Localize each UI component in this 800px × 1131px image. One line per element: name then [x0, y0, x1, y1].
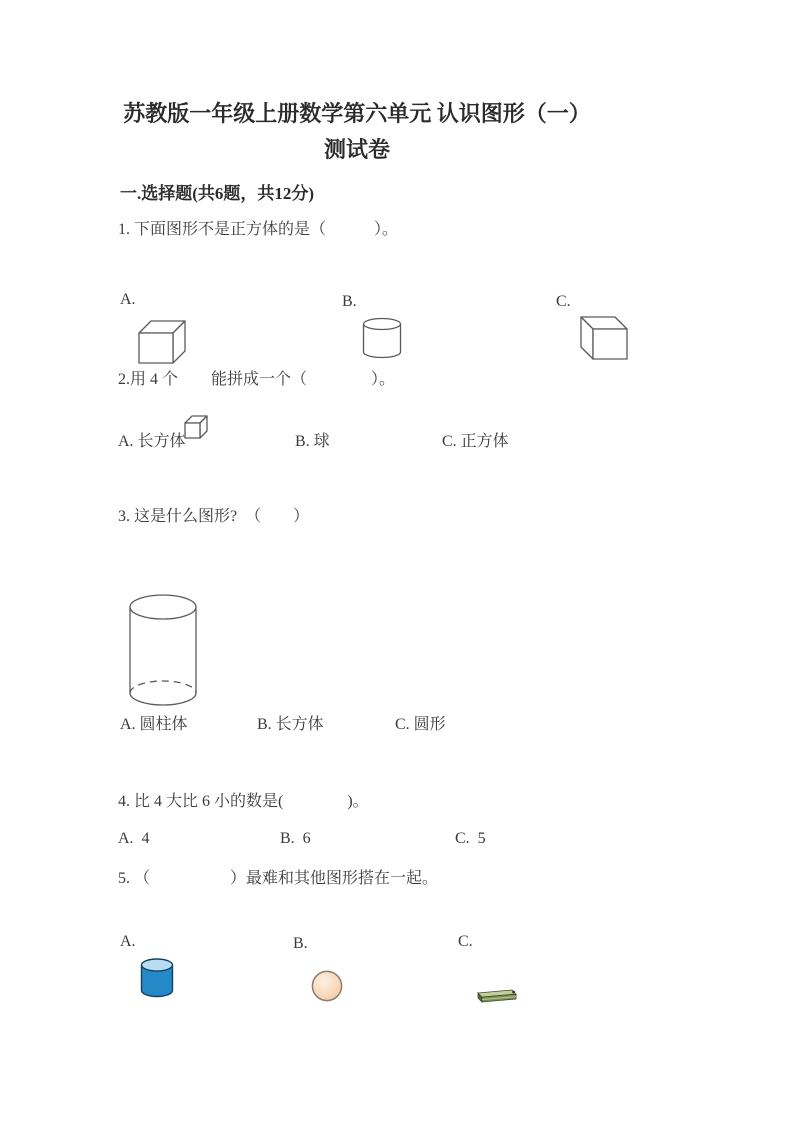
question-5-text: 5. （ ）最难和其他图形搭在一起。 [118, 870, 439, 887]
question-2-text-before: 2.用 4 个 [118, 371, 179, 388]
cylinder-icon [362, 317, 402, 359]
q4-option-b: B. 6 [280, 830, 311, 847]
page-title-line-1: 苏教版一年级上册数学第六单元 认识图形（一） [123, 101, 591, 126]
q5-option-a-label: A. [120, 933, 136, 950]
q3-option-a: A. 圆柱体 [120, 716, 188, 733]
page-title [120, 96, 594, 168]
q2-option-a: A. 长方体 [118, 433, 186, 450]
sphere-icon [311, 970, 343, 1002]
q5-sphere-figure [311, 934, 343, 1038]
q3-option-c: C. 圆形 [395, 716, 446, 733]
q3-option-b: B. 长方体 [257, 716, 324, 733]
q4-option-c: C. 5 [455, 830, 486, 847]
q2-option-c: C. 正方体 [442, 433, 509, 450]
prism-corner-dot [512, 991, 515, 994]
blue-cylinder-icon [140, 958, 174, 998]
section-heading: 一.选择题(共6题，共12分) [120, 184, 315, 203]
sphere-shape [312, 971, 341, 1000]
q2-small-cube-figure [183, 378, 209, 476]
q2-option-b: B. 球 [295, 433, 330, 450]
q5-option-b-label: B. [293, 935, 308, 952]
cylinder-icon [128, 593, 198, 707]
q4-option-a: A. 4 [118, 830, 150, 847]
cube-icon [137, 318, 187, 364]
question-1-text: 1. 下面图形不是正方体的是（ ）。 [118, 221, 399, 238]
q1-option-b-label: B. [342, 293, 357, 310]
q5-blue-cylinder-figure [140, 922, 174, 1034]
q5-option-c-label: C. [458, 933, 473, 950]
blue-cylinder-top [142, 959, 173, 971]
green-prism-icon [476, 988, 518, 1005]
q1-option-a-label: A. [120, 291, 136, 308]
q1-cube-c-figure [577, 278, 629, 396]
q5-green-prism-figure [476, 952, 518, 1041]
q1-option-c-label: C. [556, 293, 571, 310]
question-4-text: 4. 比 4 大比 6 小的数是( )。 [118, 793, 369, 810]
cube-icon [577, 314, 629, 360]
question-2-text-after: 能拼成一个（ ）。 [211, 371, 396, 388]
question-3-text: 3. 这是什么图形? （ ） [118, 508, 310, 525]
page-title-line-2: 测试卷 [323, 137, 390, 162]
small-cube-icon [183, 414, 209, 440]
